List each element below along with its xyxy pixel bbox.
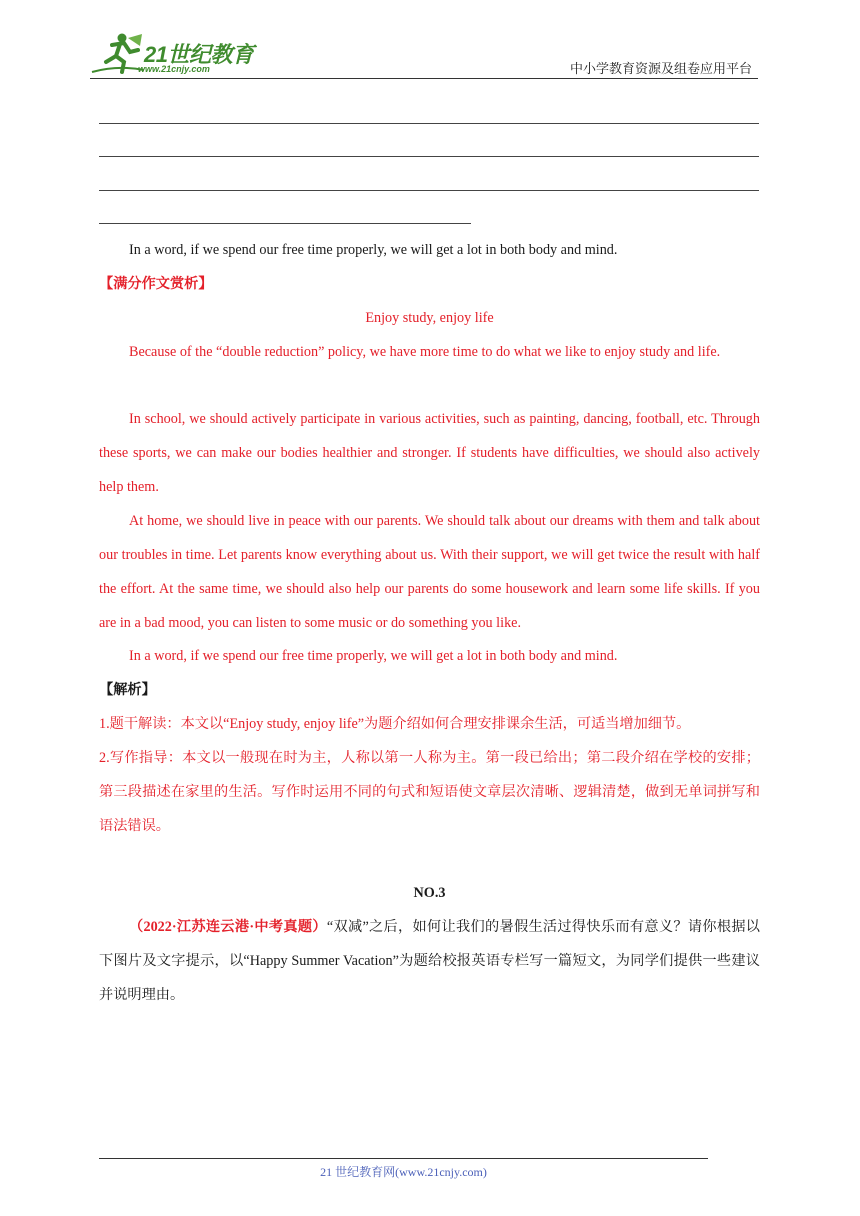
logo [90,32,260,76]
footer-divider [99,1158,708,1159]
logo-wordmark: 21世纪教育 [144,42,254,67]
answer-blank-line [99,190,759,191]
question-number: NO.3 [413,885,446,901]
section-heading-model-essay: 【满分作文赏析】 [99,276,213,292]
essay-title: Enjoy study, enjoy life [365,310,494,326]
analysis-point-1: 1.题干解读：本文以“Enjoy study, enjoy life”为题介绍如何合理安排课余生活，可适当增加细节。 [99,716,691,732]
answer-blank-line [99,156,759,157]
answer-blank-line [99,123,759,124]
question-prompt [99,910,760,1012]
essay-paragraph-4: In a word, if we spend our free time properly, we will get a lot in both body and mind. [129,648,618,664]
essay-paragraph-1: Because of the “double reduction” policy, we have more time to do what we like to enjoy study and life. [129,344,721,360]
conclusion-paragraph: In a word, if we spend our free time properly, we will get a lot in both body and mind. [129,242,618,258]
answer-blank-line [99,223,471,224]
essay-paragraph-2: In school, we should actively participate in various activities, such as painting, dancing, football, etc. Through these sports, we can make our bodies healthier and stronger. If students have difficulties, we should also actively help them. [99,411,760,495]
analysis-point-2: 2.写作指导：本文以一般现在时为主，人称以第一人称为主。第一段已给出；第二段介绍在学校的安排；第三段描述在家里的生活。写作时运用不同的句式和短语使文章层次清晰、逻辑清楚，做到无单词拼写和语法错误。 [99,750,760,834]
question-source: （2022·江苏连云港·中考真题） [129,919,327,935]
question-text: “双减”之后，如何让我们的暑假生活过得快乐而有意义？请你根据以下图片及文字提示，以“Happy Summer Vacation”为题给校报英语专栏写一篇短文，为同学们提供一些建议并说明理由。 [99,919,760,1003]
essay-paragraph-3: At home, we should live in peace with our parents. We should talk about our dreams with them and talk about our troubles in time. Let parents know everything about us. With their support, we will get twice the result with half the effort. At the same time, we should also help our parents do some housework and learn some life skills. If you are in a bad mood, you can listen to some music or do something you like. [99,513,760,631]
logo-url: www.21cnjy.com [138,64,210,74]
header-platform-text: 中小学教育资源及组卷应用平台 [569,61,752,76]
footer-text: 21 世纪教育网(www.21cnjy.com) [320,1165,487,1179]
page-header [90,28,758,79]
section-heading-analysis: 【解析】 [99,682,156,698]
